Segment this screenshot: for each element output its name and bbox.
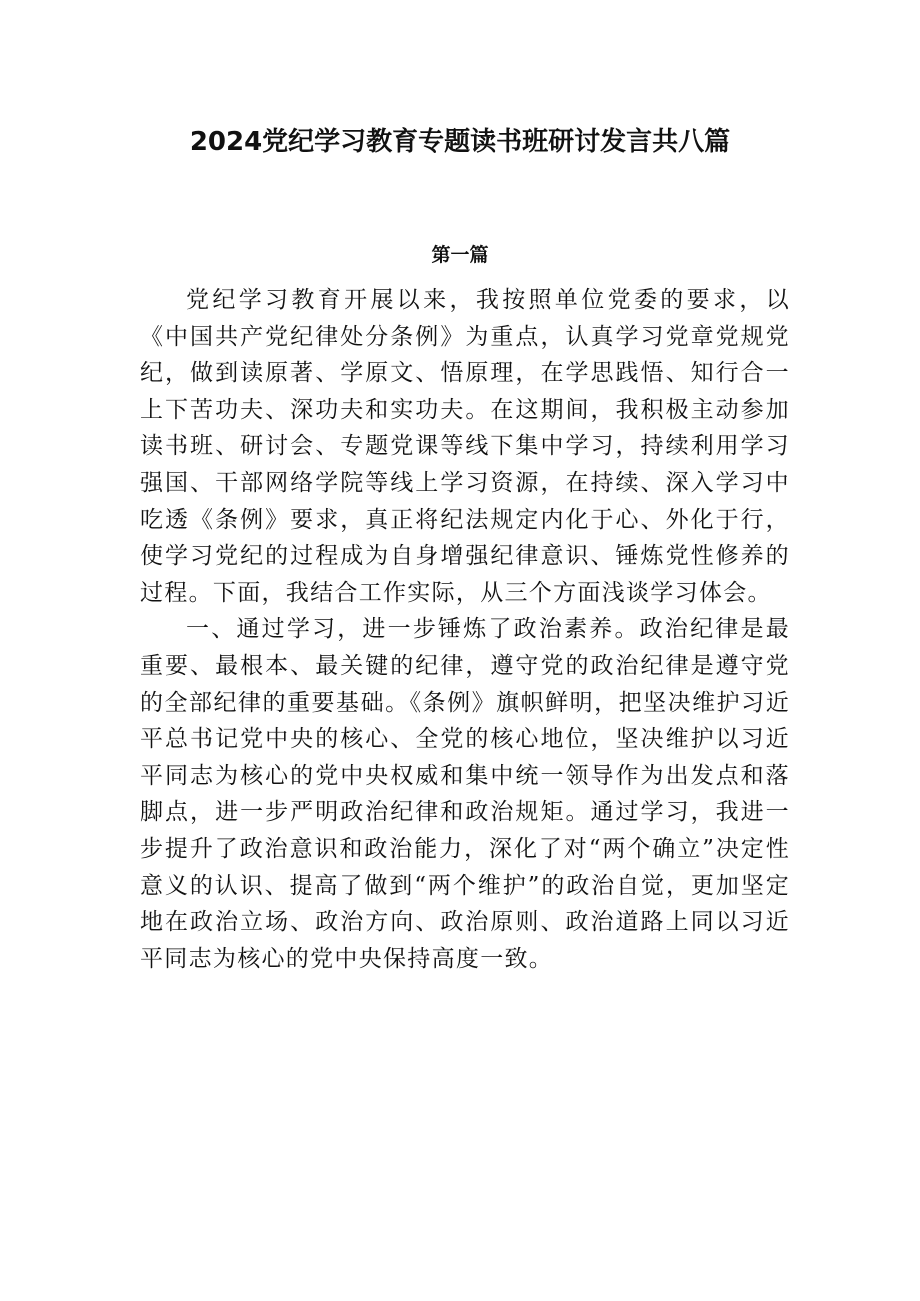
paragraph-intro: 党纪学习教育开展以来，我按照单位党委的要求，以《中国共产党纪律处分条例》为重点，认真学习党章党规党纪，做到读原著、学原文、悟原理，在学思践悟、知行合一上下苦功夫、深功夫和实功夫。在这期间，我积极主动参加读书班、研讨会、专题党课等线下集中学习，持续利用学习强国、干部网络学院等线上学习资源，在持续、深入学习中吃透《条例》要求，真正将纪法规定内化于心、外化于行，使学习党纪的过程成为自身增强纪律意识、锤炼党性修养的过程。下面，我结合工作实际，从三个方面浅谈学习体会。: [140, 287, 790, 606]
document-body: [140, 282, 790, 977]
chapter-heading: 第一篇: [431, 244, 489, 266]
paragraph-section-one: 一、通过学习，进一步锤炼了政治素养。政治纪律是最重要、最根本、最关键的纪律，遵守党的政治纪律是遵守党的全部纪律的重要基础。《条例》旗帜鲜明，把坚决维护习近平总书记党中央的核心、全党的核心地位，坚决维护以习近平同志为核心的党中央权威和集中统一领导作为出发点和落脚点，进一步严明政治纪律和政治规矩。通过学习，我进一步提升了政治意识和政治能力，深化了对“两个确立”决定性意义的认识、提高了做到“两个维护”的政治自觉，更加坚定地在政治立场、政治方向、政治原则、政治道路上同以习近平同志为核心的党中央保持高度一致。: [140, 616, 790, 972]
document-title: 2024党纪学习教育专题读书班研讨发言共八篇: [189, 127, 731, 157]
